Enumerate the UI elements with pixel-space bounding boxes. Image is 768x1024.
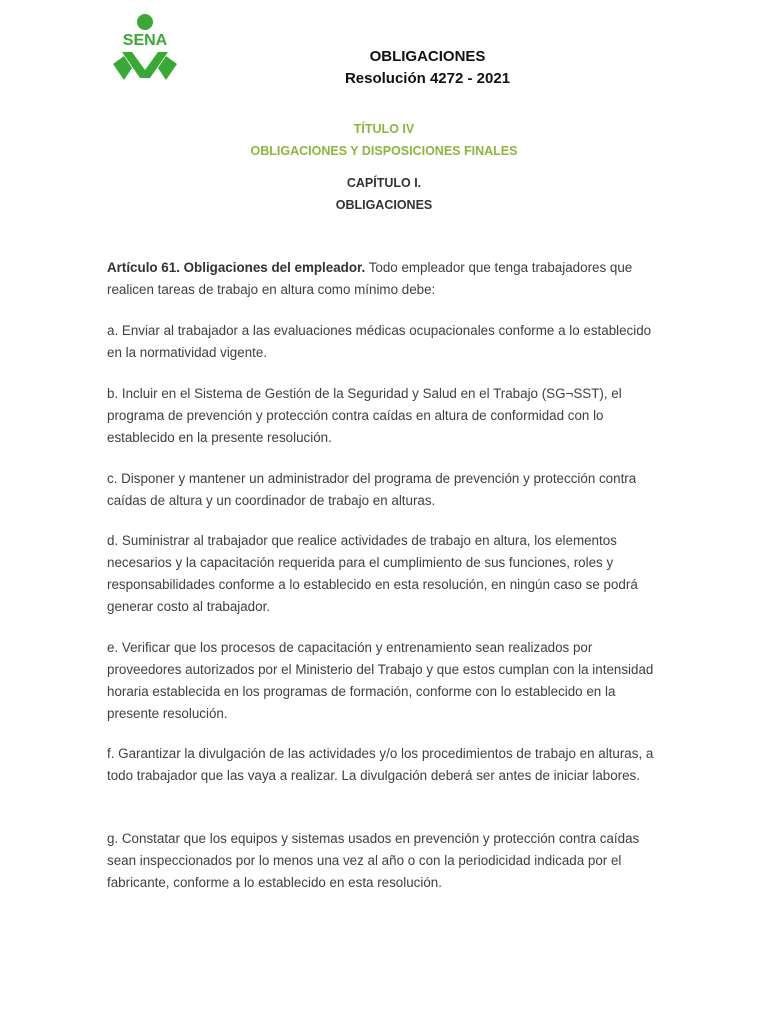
document-title: OBLIGACIONES bbox=[369, 48, 486, 65]
obligation-item-b: b. Incluir en el Sistema de Gestión de la Seguridad y Salud en el Trabajo (SG¬SST), el programa de prevención y protección contra caídas en altura de conformidad con lo establecido en la presente resolución. bbox=[107, 386, 622, 445]
article-intro-text: Todo empleador que tenga trabajadores que realicen tareas de trabajo en altura como mínimo debe: bbox=[107, 260, 633, 297]
sena-logo bbox=[108, 12, 182, 84]
titulo-number: TÍTULO IV bbox=[353, 122, 415, 136]
obligation-item-f: f. Garantizar la divulgación de las actividades y/o los procedimientos de trabajo en alturas, a todo trabajador que las vaya a realizar. La divulgación deberá ser antes de iniciar labores. bbox=[107, 746, 654, 783]
capitulo-number: CAPÍTULO I. bbox=[346, 176, 422, 190]
obligation-item-c: c. Disponer y mantener un administrador del programa de prevención y protección contra caídas de altura y un coordinador de trabajo en alturas. bbox=[107, 471, 637, 508]
obligation-item-a: a. Enviar al trabajador a las evaluaciones médicas ocupacionales conforme a lo establecido en la normatividad vigente. bbox=[107, 323, 652, 360]
titulo-name: OBLIGACIONES Y DISPOSICIONES FINALES bbox=[250, 144, 518, 158]
obligation-item-d: d. Suministrar al trabajador que realice actividades de trabajo en altura, los elementos necesarios y la capacitación requerida para el cumplimiento de sus funciones, roles y responsabilidades conforme a lo establecido en esta resolución, en ningún caso se podrá generar costo al trabajador. bbox=[107, 533, 638, 614]
article-intro bbox=[107, 257, 667, 301]
obligation-item-g: g. Constatar que los equipos y sistemas usados en prevención y protección contra caídas sean inspeccionados por lo menos una vez al año o con la periodicidad indicada por el fabricante, conforme a lo establecido en esta resolución. bbox=[107, 831, 640, 890]
capitulo-name: OBLIGACIONES bbox=[335, 198, 433, 212]
logo-text: SENA bbox=[122, 32, 168, 49]
article-heading: Artículo 61. Obligaciones del empleador. bbox=[107, 260, 366, 275]
document-subtitle: Resolución 4272 - 2021 bbox=[344, 70, 511, 87]
obligation-item-e: e. Verificar que los procesos de capacitación y entrenamiento sean realizados por proveedores autorizados por el Ministerio del Trabajo y que estos cumplan con la intensidad horaria establecida en los programas de formación, conforme con lo establecido en la presente resolución. bbox=[107, 640, 654, 721]
